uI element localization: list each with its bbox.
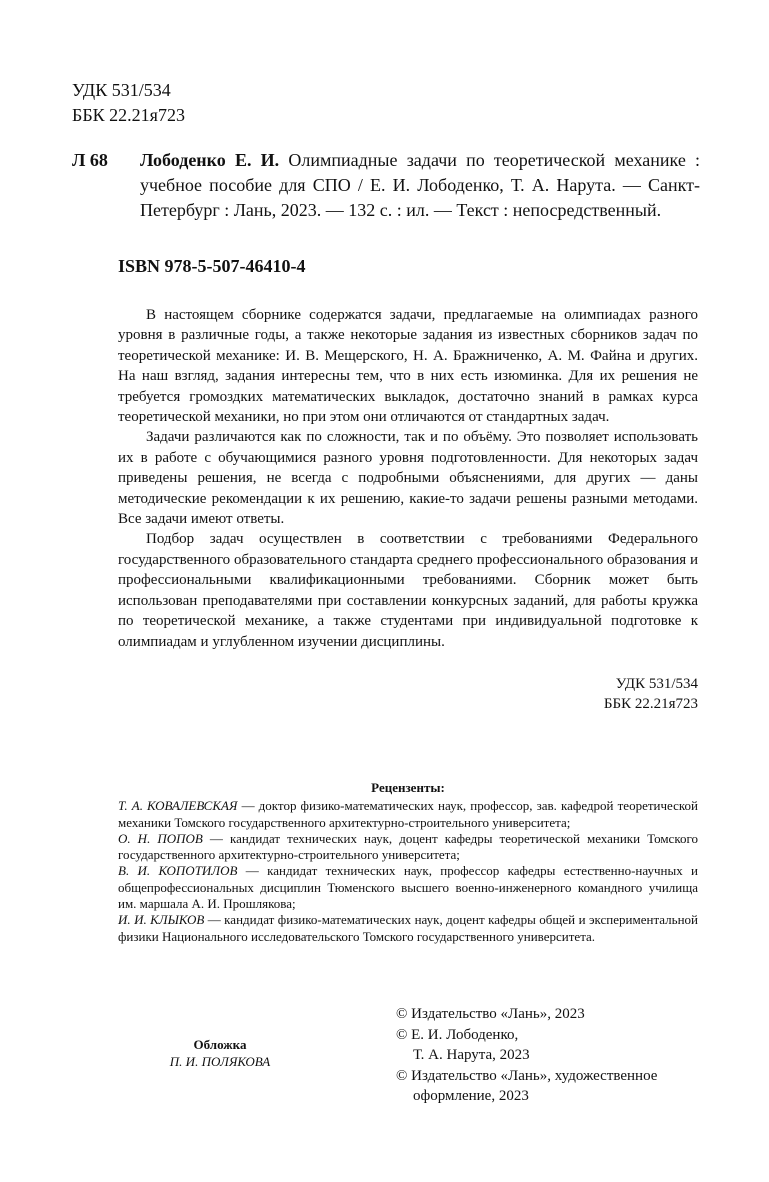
description-text: Олимпиадные задачи по теоретической механике : учебное пособие для СПО / Е. И. Лободенко, Т. А. Нарута. — Санкт-Петербург : Лань, 2023. — 132 с. : ил. — Текст : непосредственный. [140, 150, 700, 220]
copyright-block [396, 1004, 706, 1107]
cover-label: Обложка [193, 1037, 247, 1052]
classification-right [560, 674, 698, 714]
reviewers [118, 780, 698, 945]
bbk-code: ББК 22.21я723 [603, 696, 698, 712]
classification-top [72, 78, 185, 128]
udk-code: УДК 531/534 [615, 676, 698, 692]
abstract-paragraph: Задачи различаются как по сложности, так и по объёму. Это позволяет использовать их в работе с обучающимися разного уровня подготовленности. Для некоторых задач приведены решения, не всегда с подробными объяснениями, для других — даны методические рекомендации к их решению, какие-то задачи решены разными методами. Все задачи имеют ответы. [118, 429, 698, 528]
reviewer-name: О. Н. ПОПОВ [118, 830, 203, 846]
cover-designer: П. И. ПОЛЯКОВА [169, 1054, 271, 1069]
copyright-line: оформление, 2023 [413, 1088, 529, 1104]
isbn: ISBN 978-5-507-46410-4 [118, 256, 306, 276]
author-name: Лободенко Е. И. [140, 150, 280, 170]
bibliographic-entry [72, 148, 700, 223]
copyright-line: Т. А. Нарута, 2023 [413, 1047, 530, 1063]
reviewer-name: И. И. КЛЫКОВ [118, 912, 205, 928]
copyright-line: © Издательство «Лань», художественное [396, 1067, 658, 1084]
abstract [118, 305, 698, 652]
author-sign: Л 68 [72, 150, 108, 170]
udk-code: УДК 531/534 [72, 80, 171, 100]
reviewer-text: — кандидат физико-математических наук, доцент кафедры общей и экспериментальной физики Национального исследовательского Томского государственного университета. [118, 912, 698, 944]
reviewer-name: В. И. КОПОТИЛОВ [118, 863, 238, 879]
reviewer-item [118, 831, 698, 864]
bibliographic-description [140, 148, 700, 223]
copyright-line: © Издательство «Лань», 2023 [396, 1006, 585, 1022]
reviewer-item [118, 912, 698, 945]
reviewer-text: — доктор физико-математических наук, профессор, зав. кафедрой теоретической механики Томского государственного архитектурно-строительного университета; [118, 798, 698, 830]
reviewer-item [118, 863, 698, 912]
bbk-code: ББК 22.21я723 [72, 105, 185, 125]
reviewer-name: Т. А. КОВАЛЕВСКАЯ [118, 798, 238, 814]
abstract-paragraph: Подбор задач осуществлен в соответствии с требованиями Федерального государственного образовательного стандарта среднего профессионального образования и профессиональными квалификационными требованиями. Сборник может быть использован преподавателями при составлении конкурсных заданий, для работы кружка по теоретической механике, а также студентами при индивидуальной подготовке к олимпиадам и углубленном изучении дисциплины. [118, 531, 698, 650]
cover-credit [145, 1036, 295, 1070]
copyright-line: © Е. И. Лободенко, [396, 1026, 519, 1043]
abstract-paragraph: В настоящем сборнике содержатся задачи, предлагаемые на олимпиадах разного уровня в различные годы, а также некоторые задания из известных сборников задач по теоретической механике: И. В. Мещерского, Н. А. Бражниченко, А. М. Файна и других. На наш взгляд, задания интересны тем, что в них есть изюминка. Для их решения не требуется громоздких математических выкладок, достаточно знаний в рамках курса теоретической механики, но при этом они отличаются от стандартных задач. [118, 307, 698, 426]
reviewers-title: Рецензенты: [371, 780, 445, 795]
reviewer-text: — кандидат технических наук, профессор кафедры естественно-научных и общепрофессиональных дисциплин Тюменского высшего военно-инженерного командного училища им. маршала А. И. Прошлякова; [118, 863, 698, 912]
reviewer-text: — кандидат технических наук, доцент кафедры теоретической механики Томского государственного архитектурно-строительного университета; [118, 830, 698, 863]
reviewer-item [118, 798, 698, 831]
